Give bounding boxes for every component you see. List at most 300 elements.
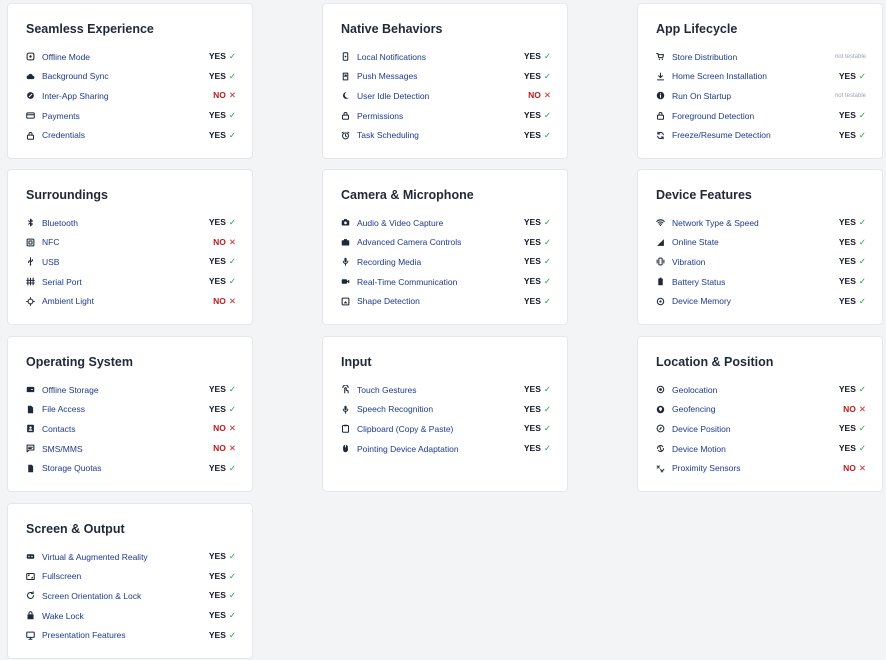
feature-row-vibration [656, 252, 866, 272]
offline-icon [26, 52, 35, 61]
download-icon [656, 72, 665, 81]
feature-label: Proximity Sensors [672, 463, 741, 474]
status-badge [839, 130, 866, 141]
card-title: Operating System [26, 355, 133, 369]
check-icon: ✓ [858, 236, 866, 247]
status-text: NO [213, 295, 226, 306]
credit-card-icon [26, 111, 35, 120]
status-text: YES [523, 217, 541, 228]
feature-row-sms-mms [26, 439, 236, 459]
status-text: NO [528, 90, 541, 101]
file-icon [26, 405, 35, 414]
feature-row-bluetooth [26, 213, 236, 233]
status-badge [524, 110, 551, 121]
status-badge [209, 610, 236, 621]
status-text: YES [523, 256, 541, 267]
phone-notification-icon [341, 52, 350, 61]
status-badge [524, 217, 551, 228]
status-text: YES [838, 256, 856, 267]
monitor-icon [26, 631, 35, 640]
status-badge [839, 423, 866, 434]
feature-row-storage-quotas [26, 458, 236, 478]
check-icon: ✓ [228, 217, 236, 228]
battery-icon [656, 277, 665, 286]
status-badge [524, 296, 551, 307]
feature-label: Run On Startup [672, 90, 732, 101]
sms-icon [26, 444, 35, 453]
feature-label: Freeze/Resume Detection [672, 130, 771, 141]
feature-row-online-state [656, 233, 866, 253]
feature-label: Inter-App Sharing [42, 90, 109, 101]
status-badge [209, 571, 236, 582]
clipboard-icon [341, 424, 350, 433]
status-text: YES [523, 276, 541, 287]
share-icon [26, 91, 35, 100]
check-icon: ✓ [858, 110, 866, 121]
feature-row-presentation-features [26, 625, 236, 645]
feature-label: Vibration [672, 256, 706, 267]
feature-row-geolocation [656, 380, 866, 400]
feature-label: Task Scheduling [357, 130, 419, 141]
cross-icon: ✕ [858, 462, 866, 473]
feature-label: Advanced Camera Controls [357, 237, 462, 248]
status-badge [839, 276, 866, 287]
status-badge [524, 423, 551, 434]
check-icon: ✓ [228, 629, 236, 640]
status-badge [524, 276, 551, 287]
cross-icon: ✕ [228, 423, 236, 434]
check-icon: ✓ [858, 423, 866, 434]
check-icon: ✓ [858, 443, 866, 454]
feature-row-freeze-resume-detection [656, 125, 866, 145]
feature-row-payments [26, 106, 236, 126]
feature-label: Real-Time Communication [357, 276, 458, 287]
check-icon: ✓ [858, 217, 866, 228]
feature-row-file-access [26, 400, 236, 420]
feature-row-device-position [656, 419, 866, 439]
status-text: YES [523, 129, 541, 140]
feature-row-pointing-device-adaptation [341, 439, 551, 459]
status-badge [209, 217, 236, 228]
feature-row-touch-gestures [341, 380, 551, 400]
feature-row-foreground-detection [656, 106, 866, 126]
feature-list [26, 547, 236, 645]
feature-label: Presentation Features [42, 630, 126, 641]
feature-row-offline-mode [26, 47, 236, 67]
status-badge [213, 90, 236, 101]
status-badge [524, 404, 551, 415]
status-text: YES [208, 51, 226, 62]
feature-row-recording-media [341, 252, 551, 272]
feature-label: Geofencing [672, 404, 716, 415]
cross-icon: ✕ [228, 443, 236, 454]
card-app-lifecycle [637, 3, 883, 159]
status-text: YES [208, 570, 226, 581]
status-badge [835, 54, 866, 60]
status-badge [209, 51, 236, 62]
feature-label: Screen Orientation & Lock [42, 590, 142, 601]
check-icon: ✓ [858, 129, 866, 140]
feature-row-usb [26, 252, 236, 272]
feature-label: Pointing Device Adaptation [357, 443, 459, 454]
microphone-icon [341, 405, 350, 414]
card-title: Surroundings [26, 188, 108, 202]
usb-icon [26, 257, 35, 266]
status-badge [839, 296, 866, 307]
feature-row-geofencing [656, 400, 866, 420]
feature-row-shape-detection [341, 291, 551, 311]
status-badge [209, 551, 236, 562]
feature-row-proximity-sensors [656, 458, 866, 478]
status-text: YES [838, 423, 856, 434]
status-text: YES [838, 70, 856, 81]
check-icon: ✓ [543, 217, 551, 228]
status-text: YES [208, 217, 226, 228]
status-badge [209, 384, 236, 395]
status-text: NO [213, 443, 226, 454]
status-text: YES [523, 384, 541, 395]
status-badge [209, 71, 236, 82]
status-badge [839, 237, 866, 248]
cloud-sync-icon [26, 72, 35, 81]
moon-icon [341, 91, 350, 100]
video-icon [341, 277, 350, 286]
status-text: YES [208, 551, 226, 562]
status-badge [213, 237, 236, 248]
camera-controls-icon [341, 238, 350, 247]
check-icon: ✓ [543, 384, 551, 395]
status-text: YES [838, 236, 856, 247]
feature-row-device-motion [656, 439, 866, 459]
status-text: YES [208, 110, 226, 121]
feature-label: Wake Lock [42, 610, 84, 621]
status-text: YES [838, 276, 856, 287]
check-icon: ✓ [228, 276, 236, 287]
status-badge [528, 90, 551, 101]
feature-label: Offline Mode [42, 51, 91, 62]
check-icon: ✓ [858, 295, 866, 306]
check-icon: ✓ [228, 384, 236, 395]
storage-icon [26, 385, 35, 394]
touch-icon [341, 385, 350, 394]
check-icon: ✓ [858, 70, 866, 81]
check-icon: ✓ [543, 129, 551, 140]
feature-row-user-idle-detection [341, 86, 551, 106]
wifi-icon [656, 218, 665, 227]
feature-row-virtual-and-augmented-reality [26, 547, 236, 567]
card-title: App Lifecycle [656, 22, 738, 36]
status-badge [839, 71, 866, 82]
status-badge [524, 130, 551, 141]
status-text: not testable [834, 53, 866, 60]
status-badge [524, 51, 551, 62]
status-badge [213, 423, 236, 434]
feature-label: NFC [42, 237, 60, 248]
status-text: YES [208, 610, 226, 621]
feature-row-wake-lock [26, 606, 236, 626]
feature-row-clipboard-copy-and-paste [341, 419, 551, 439]
feature-row-real-time-communication [341, 272, 551, 292]
check-icon: ✓ [543, 403, 551, 414]
feature-row-local-notifications [341, 47, 551, 67]
contact-icon [26, 424, 35, 433]
feature-row-audio-and-video-capture [341, 213, 551, 233]
feature-row-battery-status [656, 272, 866, 292]
status-badge [839, 110, 866, 121]
sd-card-icon [26, 464, 35, 473]
feature-label: Shape Detection [357, 296, 420, 307]
card-input [322, 336, 568, 492]
feature-row-fullscreen [26, 567, 236, 587]
feature-label: Device Position [672, 423, 731, 434]
card-location-and-position [637, 336, 883, 492]
check-icon: ✓ [228, 570, 236, 581]
feature-label: User Idle Detection [357, 90, 430, 101]
card-screen-and-output [7, 503, 253, 659]
feature-list [26, 213, 236, 311]
status-badge [209, 256, 236, 267]
check-icon: ✓ [228, 129, 236, 140]
check-icon: ✓ [543, 256, 551, 267]
status-text: YES [838, 443, 856, 454]
serial-port-icon [26, 277, 35, 286]
bluetooth-icon [26, 218, 35, 227]
card-seamless-experience [7, 3, 253, 159]
card-title: Screen & Output [26, 522, 125, 536]
feature-label: Storage Quotas [42, 463, 102, 474]
status-text: YES [838, 110, 856, 121]
check-icon: ✓ [228, 51, 236, 62]
cross-icon: ✕ [228, 236, 236, 247]
feature-label: Device Memory [672, 296, 732, 307]
status-text: YES [208, 70, 226, 81]
signal-icon [656, 238, 665, 247]
push-message-icon [341, 72, 350, 81]
fullscreen-icon [26, 572, 35, 581]
feature-row-serial-port [26, 272, 236, 292]
card-camera-and-microphone [322, 169, 568, 325]
shape-detection-icon [341, 297, 350, 306]
feature-list [656, 380, 866, 478]
nfc-icon [26, 238, 35, 247]
status-badge [213, 296, 236, 307]
card-device-features [637, 169, 883, 325]
feature-row-advanced-camera-controls [341, 233, 551, 253]
alarm-clock-icon [341, 131, 350, 140]
feature-list [26, 47, 236, 145]
status-badge [843, 463, 866, 474]
feature-label: Home Screen Installation [672, 71, 767, 82]
feature-list [341, 380, 551, 458]
status-text: NO [213, 90, 226, 101]
status-badge [843, 404, 866, 415]
lock-icon [26, 131, 35, 140]
status-text: NO [843, 403, 856, 414]
check-icon: ✓ [543, 443, 551, 454]
status-text: YES [838, 129, 856, 140]
card-operating-system [7, 336, 253, 492]
feature-row-network-type-and-speed [656, 213, 866, 233]
mouse-icon [341, 444, 350, 453]
status-text: NO [843, 462, 856, 473]
feature-label: Touch Gestures [357, 384, 417, 395]
feature-label: Serial Port [42, 276, 82, 287]
feature-label: Offline Storage [42, 384, 99, 395]
status-badge [209, 276, 236, 287]
status-text: YES [523, 236, 541, 247]
status-text: YES [838, 295, 856, 306]
microphone-icon [341, 257, 350, 266]
check-icon: ✓ [858, 256, 866, 267]
check-icon: ✓ [228, 610, 236, 621]
status-text: YES [523, 295, 541, 306]
feature-list [341, 47, 551, 145]
memory-icon [656, 297, 665, 306]
status-text: YES [208, 276, 226, 287]
check-icon: ✓ [228, 462, 236, 473]
feature-label: Virtual & Augmented Reality [42, 551, 148, 562]
feature-label: Store Distribution [672, 51, 738, 62]
status-text: YES [208, 462, 226, 473]
check-icon: ✓ [543, 70, 551, 81]
check-icon: ✓ [543, 236, 551, 247]
status-text: YES [208, 256, 226, 267]
feature-row-ambient-light [26, 291, 236, 311]
status-badge [524, 443, 551, 454]
rotation-icon [26, 591, 35, 600]
light-icon [26, 297, 35, 306]
card-title: Seamless Experience [26, 22, 154, 36]
feature-row-home-screen-installation [656, 67, 866, 87]
status-text: YES [523, 51, 541, 62]
card-surroundings [7, 169, 253, 325]
check-icon: ✓ [543, 295, 551, 306]
status-badge [209, 590, 236, 601]
status-badge [209, 404, 236, 415]
status-text: YES [523, 443, 541, 454]
feature-list [26, 380, 236, 478]
lock-icon [341, 111, 350, 120]
vr-icon [26, 552, 35, 561]
cart-icon [656, 52, 665, 61]
feature-row-offline-storage [26, 380, 236, 400]
check-icon: ✓ [543, 423, 551, 434]
card-title: Camera & Microphone [341, 188, 474, 202]
status-badge [209, 130, 236, 141]
status-text: YES [523, 110, 541, 121]
feature-label: Credentials [42, 130, 85, 141]
feature-row-push-messages [341, 67, 551, 87]
location-target-icon [656, 385, 665, 394]
status-text: YES [208, 384, 226, 395]
status-badge [839, 384, 866, 395]
check-icon: ✓ [543, 51, 551, 62]
feature-label: Bluetooth [42, 217, 78, 228]
status-text: YES [523, 403, 541, 414]
feature-label: Audio & Video Capture [357, 217, 444, 228]
feature-row-inter-app-sharing [26, 86, 236, 106]
feature-label: Contacts [42, 423, 76, 434]
feature-row-store-distribution [656, 47, 866, 67]
wake-lock-icon [26, 611, 35, 620]
check-icon: ✓ [228, 590, 236, 601]
feature-label: Battery Status [672, 276, 726, 287]
status-text: YES [523, 70, 541, 81]
feature-label: Clipboard (Copy & Paste) [357, 423, 454, 434]
geofence-icon [656, 405, 665, 414]
feature-label: Online State [672, 237, 719, 248]
feature-list [656, 47, 866, 145]
feature-label: Network Type & Speed [672, 217, 759, 228]
check-icon: ✓ [228, 403, 236, 414]
status-badge [524, 256, 551, 267]
status-badge [524, 237, 551, 248]
card-title: Native Behaviors [341, 22, 443, 36]
check-icon: ✓ [858, 276, 866, 287]
feature-row-nfc [26, 233, 236, 253]
status-text: YES [838, 384, 856, 395]
feature-row-device-memory [656, 291, 866, 311]
feature-label: Foreground Detection [672, 110, 755, 121]
status-badge [209, 110, 236, 121]
feature-label: Ambient Light [42, 296, 94, 307]
feature-row-credentials [26, 125, 236, 145]
card-title: Input [341, 355, 372, 369]
feature-row-task-scheduling [341, 125, 551, 145]
status-text: YES [523, 423, 541, 434]
status-text: YES [838, 217, 856, 228]
card-title: Location & Position [656, 355, 774, 369]
status-badge [839, 217, 866, 228]
feature-label: Payments [42, 110, 80, 121]
status-badge [524, 384, 551, 395]
feature-label: Device Motion [672, 443, 726, 454]
cross-icon: ✕ [858, 403, 866, 414]
feature-row-contacts [26, 419, 236, 439]
feature-label: Geolocation [672, 384, 718, 395]
feature-label: Push Messages [357, 71, 418, 82]
check-icon: ✓ [228, 551, 236, 562]
status-badge [213, 443, 236, 454]
card-title: Device Features [656, 188, 752, 202]
feature-label: Background Sync [42, 71, 109, 82]
compass-icon [656, 424, 665, 433]
camera-icon [341, 218, 350, 227]
status-badge [524, 71, 551, 82]
cross-icon: ✕ [228, 295, 236, 306]
status-badge [209, 463, 236, 474]
feature-label: Speech Recognition [357, 404, 434, 415]
status-text: not testable [834, 92, 866, 99]
status-badge [209, 630, 236, 641]
proximity-icon [656, 464, 665, 473]
status-text: YES [208, 590, 226, 601]
cross-icon: ✕ [228, 90, 236, 101]
feature-row-run-on-startup [656, 86, 866, 106]
check-icon: ✓ [543, 276, 551, 287]
feature-label: Fullscreen [42, 571, 82, 582]
feature-row-speech-recognition [341, 400, 551, 420]
check-icon: ✓ [228, 70, 236, 81]
feature-list [656, 213, 866, 311]
feature-label: File Access [42, 404, 85, 415]
cross-icon: ✕ [543, 90, 551, 101]
check-icon: ✓ [858, 384, 866, 395]
status-text: YES [208, 629, 226, 640]
status-text: YES [208, 129, 226, 140]
feature-row-screen-orientation-and-lock [26, 586, 236, 606]
feature-label: SMS/MMS [42, 443, 83, 454]
